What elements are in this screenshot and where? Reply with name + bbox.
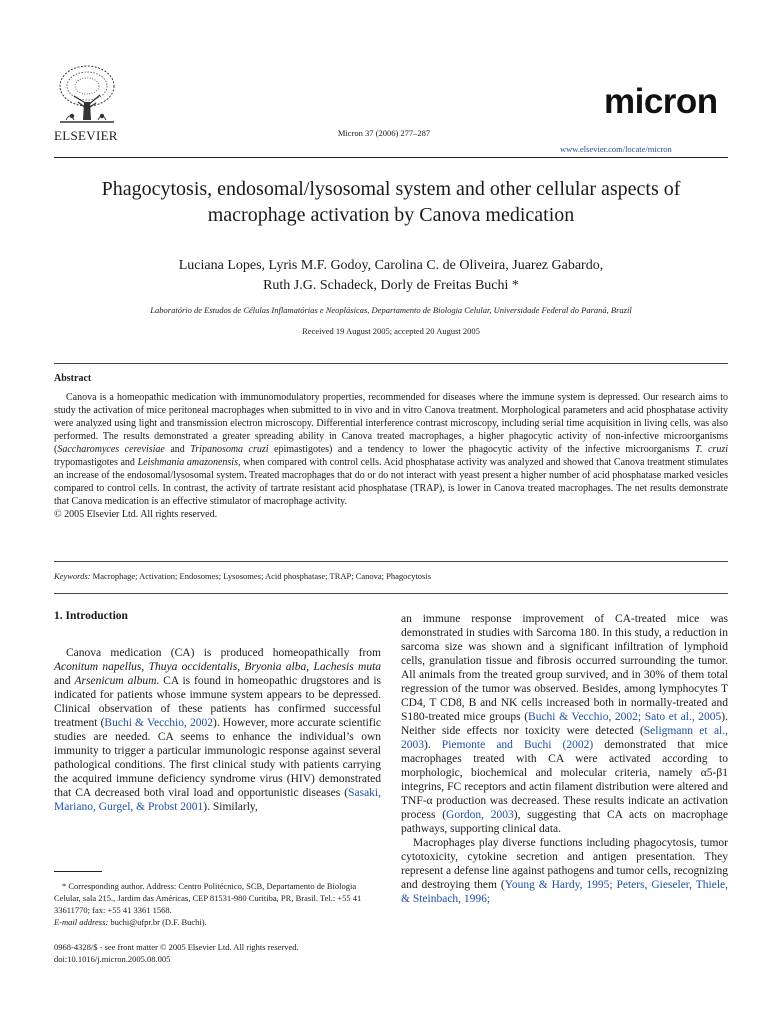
body-text: ). Neither side effects nor toxicity were detected ( bbox=[401, 711, 729, 737]
received-dates: Received 19 August 2005; accepted 20 August 2005 bbox=[302, 326, 480, 336]
doi-line: doi:10.1016/j.micron.2005.08.005 bbox=[54, 954, 171, 964]
reference-link[interactable]: Seligmann et al., 2003 bbox=[401, 725, 728, 751]
tree-logo-icon bbox=[54, 62, 120, 130]
body-text: ). bbox=[424, 739, 442, 751]
body-text: , bbox=[141, 661, 149, 673]
author-line-1: Luciana Lopes, Lyris M.F. Godoy, Carolina C. de Oliveira, Juarez Gabardo, bbox=[178, 258, 604, 273]
article-title: Phagocytosis, endosomal/lysosomal system and other cellular aspects of macrophage activation by Canova medication bbox=[101, 178, 681, 226]
species-name: Bryonia alba bbox=[244, 661, 307, 673]
paragraph bbox=[401, 836, 728, 906]
issn-doi bbox=[54, 941, 299, 965]
email-label: E-mail address: bbox=[54, 917, 109, 927]
body-text: ), suggesting that CA acts on macrophage pathways, supporting clinical data. bbox=[401, 809, 729, 835]
issn-line: 0968-4328/$ - see front matter © 2005 Elsevier Ltd. All rights reserved. bbox=[54, 942, 299, 952]
reference-link[interactable]: Buchi & Vecchio, 2002 bbox=[104, 717, 214, 729]
footnote-text: * Corresponding author. Address: Centro Politécnico, SCB, Departamento de Biologia Celular, sala 215., Jardim das Américas, CEP 81531-980 Curitiba, PR, Brasil. Tel.: +55 41 33611770; fax: +55 41 3361 1568. bbox=[54, 881, 362, 915]
species-name: Saccharomyces cerevisiae bbox=[57, 444, 165, 455]
journal-wordmark: micron bbox=[604, 82, 718, 121]
keywords-label: Keywords: bbox=[54, 571, 91, 581]
copyright-notice: © 2005 Elsevier Ltd. All rights reserved. bbox=[54, 509, 218, 520]
body-text: Canova medication (CA) is produced homeopathically from bbox=[66, 647, 381, 659]
abstract-text: trypomastigotes and bbox=[54, 457, 138, 468]
species-name: Thuya occidentalis bbox=[148, 661, 238, 673]
email-address: buchi@ufpr.br (D.F. Buchi). bbox=[108, 917, 207, 927]
author-list bbox=[54, 256, 728, 296]
journal-citation: Micron 37 (2006) 277–287 bbox=[337, 128, 431, 138]
body-text: , bbox=[237, 661, 245, 673]
reference-link[interactable]: Gordon, 2003 bbox=[446, 809, 514, 821]
species-name: Arsenicum album bbox=[74, 675, 157, 687]
publisher-name: ELSEVIER bbox=[54, 128, 118, 143]
divider bbox=[54, 561, 728, 562]
reference-link[interactable]: Young & Hardy, 1995; Peters, Gieseler, Thiele, & Steinbach, 1996; bbox=[401, 879, 728, 905]
affiliation: Laboratório de Estudos de Células Inflamatórias e Neoplásicas, Departamento de Biologia Celular, Universidade Federal do Paraná, Brazil bbox=[150, 305, 632, 315]
body-text: Macrophages play diverse functions including phagocytosis, tumor cytotoxicity, cytokine secretion and antigen presentation. They represent a defense line against pathogens and tumor cells, recognizing and destroying them ( bbox=[401, 837, 728, 891]
section-heading: 1. Introduction bbox=[54, 610, 128, 622]
abstract-body bbox=[54, 391, 728, 521]
body-text: and bbox=[54, 675, 75, 687]
abstract-text: epimastigotes) and a tendency to lower the phagocytic activity of the infective microorganisms bbox=[268, 444, 696, 455]
journal-url-link[interactable]: www.elsevier.com/locate/micron bbox=[560, 144, 672, 154]
species-name: Lachesis muta bbox=[313, 661, 382, 673]
abstract-text: when compared with control cells. Acid phosphatase activity was analyzed and showed that Canova treatment stimulates an increase of the endosomal/lysosomal system. Treated macrophages that do or do not interact with yeast present a higher number of acid phosphatase marked vesicles compared to control cells. In contrast, the activity of tartrate resistant acid phosphatase (TRAP), is lower in Canova treated macrophages. The net results demonstrate that Canova medication is an effective stimulator of macrophage activity. bbox=[54, 457, 728, 507]
header-rule bbox=[54, 157, 728, 158]
body-text: , bbox=[306, 661, 314, 673]
reference-link[interactable]: Sasaki, Mariano, Gurgel, & Probst 2001 bbox=[54, 787, 381, 813]
corresponding-author-note bbox=[54, 880, 381, 928]
body-text: . CA is found in homeopathic drugstores and is indicated for patients whose immune system appears to be depressed. Clinical observation of these patients has confirmed successful treatment ( bbox=[54, 675, 381, 729]
abstract-text: Canova is a homeopathic medication with immunomodulatory properties, recommended for diseases where the immune system is depressed. Our research aims to study the activation of mice peritoneal macrophages when submitted to in vivo and in vitro Canova treatment. Morphological parameters and acid phosphatase activity were analyzed using light and transmission electron microscopy. Differential interference contrast microscopy, including serial time acquisition in living cells, was also performed. The results demonstrated a greater spreading ability in Canova treated macrophages, a higher phagocytic activity of non-infective microorganisms ( bbox=[54, 392, 728, 455]
body-text: ). Similarly, bbox=[203, 801, 258, 813]
species-name: Aconitum napellus bbox=[54, 661, 142, 673]
body-text: ). However, more accurate scientific studies are needed. CA seems to enhance the individual’s own immunity to trigger a particular immunologic response against several pathological conditions. The first clinical study with patients carrying the acquired immune deficiency syndrome virus (HIV) demonstrated that CA decreased both viral load and opportunistic diseases ( bbox=[54, 717, 382, 799]
reference-link[interactable]: Buchi & Vecchio, 2002; Sato et al., 2005 bbox=[528, 711, 722, 723]
divider bbox=[54, 363, 728, 364]
body-column-left bbox=[54, 646, 381, 814]
footnote-rule bbox=[54, 871, 102, 872]
body-text: an immune response improvement of CA-treated mice was demonstrated in studies with Sarcoma 180. In this study, a reduction in sarcoma size was shown and a significant infiltration of lymphoid cells, granulation tissue and fibrosis occurred surrounding the tumor. All animals from the treated group survived, and in 30% of them total regression of the tumor was observed. Besides, among lymphocytes T CD4, T CD8, B and NK cells increased both in normally-treated and S180-treated mice groups ( bbox=[401, 613, 728, 723]
species-name: Leishmania amazonensis, bbox=[137, 457, 241, 468]
abstract-text: and bbox=[164, 444, 191, 455]
body-text: demonstrated that mice macrophages treated with CA were activated according to morphologic, biochemical and molecular criteria, namely α5-β1 integrins, FC receptors and actin filament distribution were altered and TNF-α production was decreased. These results indicate an activation process ( bbox=[401, 739, 728, 821]
body-column-right bbox=[401, 612, 728, 906]
keywords-list: Macrophage; Activation; Endosomes; Lysosomes; Acid phosphatase; TRAP; Canova; Phagocytosis bbox=[92, 571, 432, 581]
elsevier-tree-logo bbox=[54, 62, 120, 130]
divider bbox=[54, 593, 728, 594]
reference-link[interactable]: Piemonte and Buchi (2002) bbox=[441, 739, 594, 751]
keywords bbox=[54, 571, 431, 581]
author-line-2: Ruth J.G. Schadeck, Dorly de Freitas Buchi * bbox=[263, 278, 519, 293]
species-name: T. cruzi bbox=[695, 444, 728, 455]
species-name: Tripanosoma cruzi bbox=[190, 444, 269, 455]
abstract-heading: Abstract bbox=[54, 373, 92, 384]
